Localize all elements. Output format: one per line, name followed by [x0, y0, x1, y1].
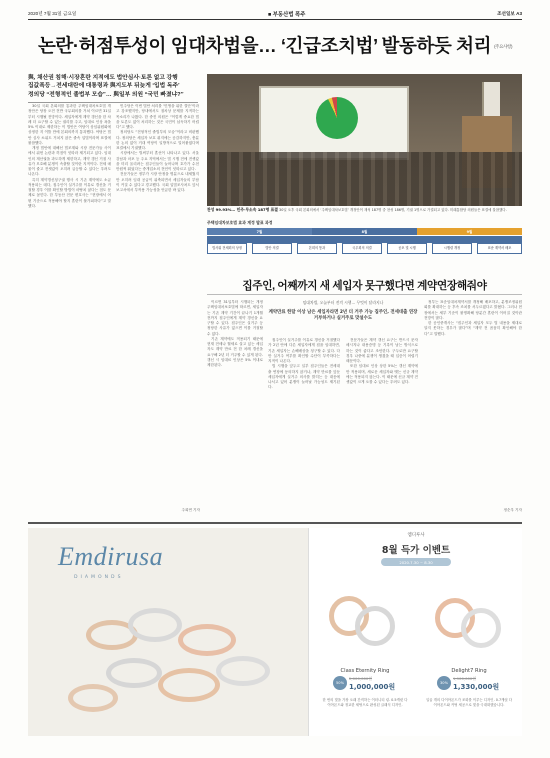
headline-tag: (주요사항) [494, 44, 513, 50]
paragraph: 한 공인중개사는 “집주인과 세입자 모두 법 내용을 제대로 알지 못하는 경우가 많다”며 “계약 전 꼼꼼히 확인해야 한다”고 말했다. [424, 321, 522, 336]
product-description: 한 번의 빛을 가장 오래 간직하는 이터니티 링. 0.5캐럿 다이아몬드와 정교한 세팅으로 완성된 클래식 디자인. [322, 698, 408, 707]
paragraph: 전문가들은 계약 갱신 요구는 반드시 문자메시지나 내용증명 등 기록이 남는 방식으로 하는 것이 좋다고 조언한다. 구두로만 요구할 경우 나중에 분쟁이 생겼을 때 입증이 어렵기 때문이다. [346, 338, 418, 363]
discount-badge: 50% [333, 676, 347, 690]
secondary-headline: 집주인, 어째까지 새 세입자 못구했다면 계약연장해줘야 [242, 280, 487, 292]
subhead: 與, 채산권 침해·시장혼란 지적에도 법안심사·토론 없고 강행 [28, 75, 178, 81]
product-name: Class Eternity Ring [340, 668, 390, 674]
main-column-2 [116, 104, 199, 508]
timeline-month: 8월 [312, 228, 417, 235]
subhead: 정의당 “전형적인 졸법부 모습”… 與일부 의원 “국민 빠졌냐?” [28, 91, 184, 98]
paragraph: 정의당도 “전형적인 졸법부의 모습”이라고 비판했다. 정의당은 세입자 보호 취지에는 공감하지만, 충분한 논의 없이 거대 여당이 일방적으로 밀어붙였다며 표결에서 기권했다. [116, 130, 199, 150]
product-description: 일곱 개의 다이아몬드가 조화를 이루는 디자인. 0.7캐럿 다이아몬드와 커팅 세공으로 빛을 극대화했습니다. [425, 698, 513, 707]
secondary-column-4 [424, 300, 522, 504]
masthead [28, 8, 522, 20]
sale-price: 1,000,000원 [349, 683, 396, 691]
ad-divider [28, 522, 522, 524]
sale-price: 1,330,000원 [453, 683, 500, 691]
paragraph: 개정 법안에 대해선 법조계와 시장 전문가들 사이에서 위헌 논란과 허점이 잇따라 제기되고 있다. 임대인의 재산권을 과도하게 제한하고, 계약 갱신 거절 사유가 모호해 분쟁이 속출할 것이란 지적이다. 전세 매물이 줄고 전셋값이 오히려 급등할 수 있다는 우려도 나온다. [28, 146, 111, 177]
paragraph: 기존 계약에도 적용되기 때문에 현재 전세나 월세로 살고 있는 세입자도 계약 만료 전 한 차례 갱신을 요구해 2년 더 거주할 수 있게 된다. 갱신 시 임대료 인상은 5% 이내로 제한된다. [207, 336, 263, 367]
paper-page: 조선일보 A3 [497, 10, 522, 16]
secondary-column-3 [346, 338, 418, 512]
product-name: Delight7 Ring [451, 668, 487, 674]
event-date: 2020.7.30 ~ 8.30 [381, 558, 451, 566]
paragraph: 집주인이 실거주를 이유로 갱신을 거절했다가 2년 안에 다른 세입자에게 집을 임대하면, 기존 세입자는 손해배상을 청구할 수 있다. 다만 실거주 여부를 확인할 수단이 부족하다는 지적이 나온다. [268, 338, 340, 363]
secondary-lede: 임대차법, 오늘부터 전격 시행… 무엇이 달라지나 [302, 300, 384, 305]
byline: 정순우 기자 [503, 508, 522, 512]
paragraph: 30일 국회 본회의를 통과한 주택임대차보호법 개정안은 당장 오전 전반 국무회의를 거쳐 이르면 31일부터 시행될 전망이다. 세입자에게 계약 갱신을 한 차례 더 요구할 수 있는 권리를 주고, 임대료 인상 폭을 5% 이내로 제한하는 이 법안은 여당이 상임위원회에 상정한 지 이틀 만에 본회의까지 통과했다. 야당은 법안 심사 소위도 거치지 않은 졸속 입법이라며 표결에 불참했다. [28, 104, 111, 145]
paragraph: 시장에서는 벌써부터 혼선이 나타나고 있다. 서울 강남과 마포 등 주요 지역에서는 법 시행 전에 전셋값을 미리 올리려는 집주인들이 늘어나며 호가가 수천만원씩 뛰었다는 중개업소의 전언이 잇따르고 있다. [116, 151, 199, 171]
product-card[interactable] [315, 572, 415, 732]
jewelry-ad[interactable] [28, 528, 522, 736]
timeline-step: 표준 계약서 배포 [477, 243, 522, 254]
timeline-step: 법사위 전체회의 상정 [207, 243, 247, 254]
timeline-month: 7월 [207, 228, 312, 235]
paragraph: 또한 임대료 인상 상한 5%는 갱신 계약에만 적용되며, 새로운 세입자와 맺는 신규 계약에는 적용되지 않는다. 이 때문에 신규 계약 전셋값이 크게 오를 수 있다는 우려도 있다. [346, 364, 418, 384]
timeline-month: 9월 [417, 228, 522, 235]
timeline [207, 228, 522, 254]
original-price: 1,900,000원 [453, 676, 476, 681]
ring-graphic [178, 624, 236, 656]
timeline-step: 본회의 통과 [297, 243, 337, 254]
newspaper-icon: ■ [267, 11, 273, 18]
paragraph: 특히 계약갱신청구권 행사 시 기존 계약에도 소급 적용되는 데다, 집주인이 실거주를 이유로 갱신을 거절할 경우 이를 확인할 방법이 마땅치 않다는 점도 문제로 꼽힌다. 한 부동산 전문 변호사는 “현장에서 어떤 기준으로 적용해야 할지 혼란이 불가피하다”고 말했다. [28, 177, 111, 208]
main-headline: 논란·허점투성이 임대차법을… ‘긴급조치법’ 발동하듯 처리 (주요사항) [37, 35, 513, 56]
subhead: 집값폭등→전세대란에 대통령과 與지도부 뒤늦게 ‘입법 독주’ [28, 83, 180, 90]
secondary-column-2 [268, 338, 340, 512]
ring-image [325, 590, 405, 660]
masthead-date: 2020년 7월 31일 금요일 [28, 10, 77, 16]
subheads [28, 74, 198, 103]
divider [207, 294, 522, 295]
timeline-step: 국무회의 의결 [342, 243, 382, 254]
ring-graphic [106, 658, 162, 688]
ad-event-panel [308, 528, 522, 736]
vote-pie-graphic [316, 97, 358, 139]
ring-image [429, 590, 509, 660]
ad-brand-panel [28, 528, 308, 736]
secondary-subhead: 계약만료 한달 이상 남은 세입자라면 2년 더 거주 가능 집주인, 전세대출 연장 거부하거나 실거주로 맞설수도 [268, 310, 418, 322]
paragraph: 이르면 31일부터 시행되는 개정 주택임대차보호법에 따르면, 세입자는 기존 계약 기간이 끝나기 1개월 전까지 집주인에게 계약 갱신을 요구할 수 있다. 집주인은 실거주 등 정당한 사유가 없으면 이를 거절할 수 없다. [207, 300, 263, 336]
byline: 주희연 기자 [181, 508, 200, 512]
timeline-step: 시행령 개정 [432, 243, 472, 254]
ring-graphic [128, 608, 182, 642]
vote-screen [259, 86, 409, 160]
ring-graphic [216, 656, 270, 686]
paragraph: 전문가들은 정부가 시장 안정을 명분으로 내세웠지만 오히려 임대 공급이 위축되면서 세입자들의 부담이 커질 수 있다고 경고했다. 국회 입법조사처도 앞서 보고서에서 부작용 가능성을 언급한 바 있다. [116, 172, 199, 192]
event-brand: 엠디루사 [407, 533, 425, 538]
paragraph: 정부는 표준임대차계약서를 개정해 배포하고, 분쟁조정위원회를 확대하는 등 후속 조치를 서두르겠다고 밝혔다. 그러나 현장에서는 세부 기준이 불명확해 당분간 혼란이 이어질 것이란 전망이 많다. [424, 300, 522, 320]
timeline-title: 주택임대차보호법 효과 계정 발표 과정 [207, 220, 273, 225]
original-price: 2,000,000원 [349, 676, 372, 681]
ring-graphic [68, 684, 118, 712]
event-title: 8월 득가 이벤트 [381, 545, 451, 556]
brand-sub: DIAMONDS [74, 575, 124, 580]
section-title: ■ 부동산법 폭주 [267, 11, 306, 18]
timeline-step: 법안 의결 [252, 243, 292, 254]
paragraph: 법 시행을 앞두고 일부 집주인들은 전세대출 연장에 동의하지 않거나, 계약 만료를 앞둔 세입자에게 실거주 의사를 밝히는 등 대응에 나서고 있어 분쟁이 늘어날 가능성도 제기된다. [268, 364, 340, 390]
flag-graphic [482, 82, 500, 120]
main-column-1 [28, 104, 111, 516]
product-card[interactable] [419, 572, 519, 732]
photo-caption: 찬성 99.93%… 민주·무소속 187명 표결 30일 오후 국회 본회의에서 ‘주택임대차보호법’ 개정안이 재석 187명 중 찬성 186명, 기권 1명으로 가결되고 있다. 미래통합당 의원들은 표결에 불참했다. [207, 207, 507, 212]
assembly-photo [207, 74, 522, 206]
timeline-step: 공포 및 시행 [387, 243, 427, 254]
timeline-bar [207, 236, 522, 243]
secondary-column-1 [207, 300, 263, 512]
caption-bold: 찬성 99.93%… 민주·무소속 187명 표결 [207, 207, 278, 212]
discount-badge: 30% [437, 676, 451, 690]
assembly-seats-graphic [207, 152, 522, 206]
paragraph: 민주당은 이번 법안 처리를 ‘민생을 위한 결단’이라고 강조했지만, 당내에서도 절차상 문제를 지적하는 목소리가 나왔다. 한 중진 의원은 “이렇게 중요한 법을 토론도 없이 처리하는 것은 국민이 납득하기 어렵다”고 했다. [116, 104, 199, 129]
brand-logo: Emdirusa [58, 542, 164, 571]
ring-graphic [158, 668, 220, 702]
